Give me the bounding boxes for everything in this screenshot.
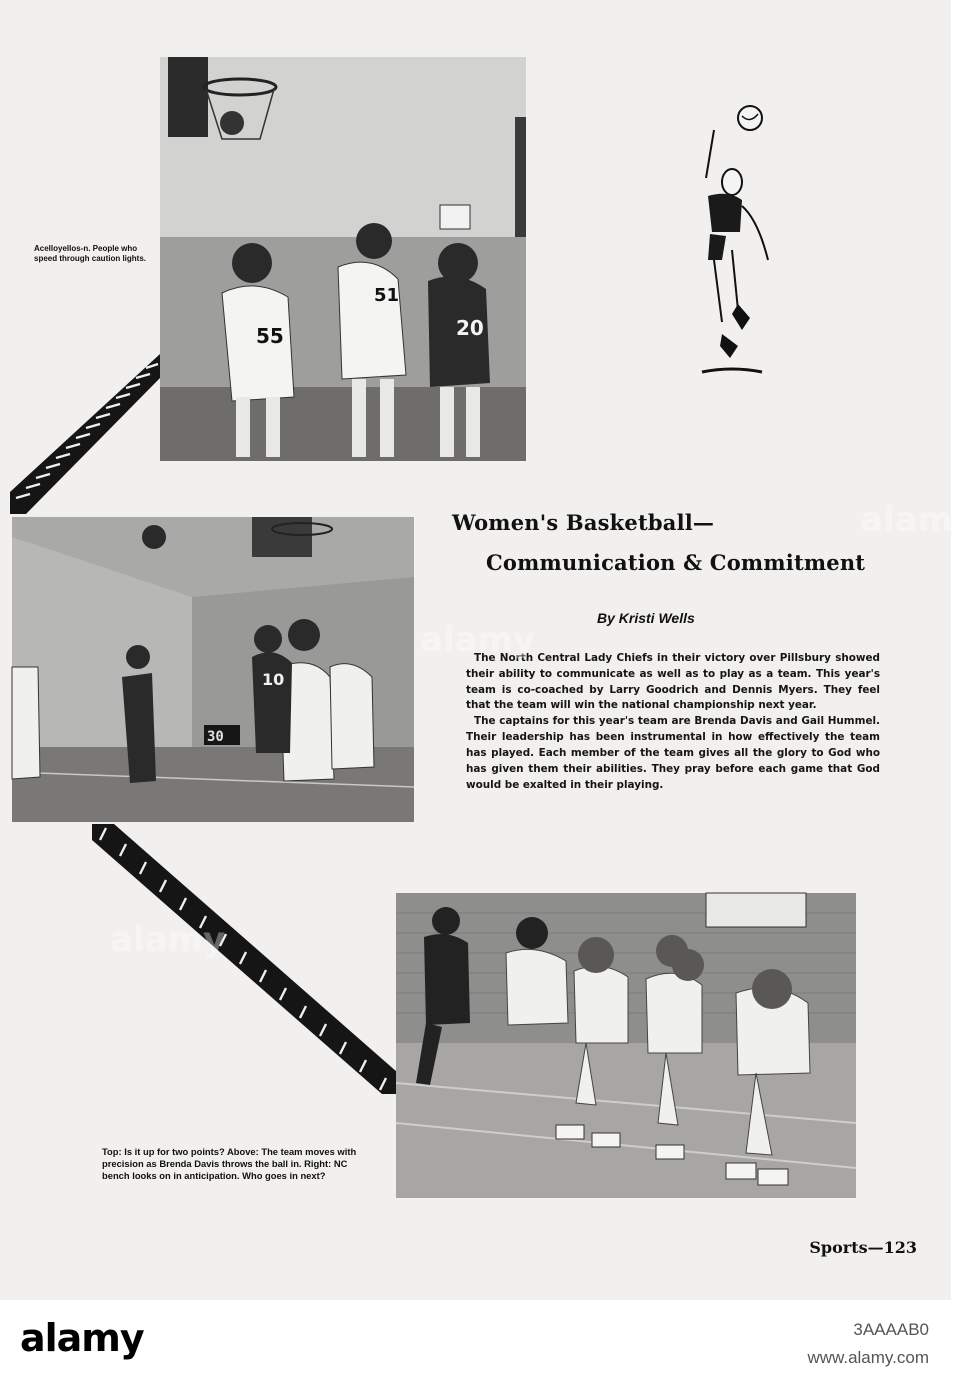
photo-bottom-bench (396, 893, 856, 1198)
jersey-number-10: 10 (262, 670, 285, 689)
jersey-number-51: 51 (374, 285, 400, 306)
photo-caption-block: Top: Is it up for two points? Above: The team moves with precision as Brenda Davis throws the ball in. Right: NC bench looks on in anticipation. Who goes in next? (102, 1146, 357, 1182)
photo-middle-throw-in (12, 517, 414, 822)
jersey-number-20: 20 (456, 316, 484, 340)
page-folio: Sports—123 (809, 1238, 917, 1257)
watermark-text: alamy (420, 620, 536, 660)
article-title-line-1: Women's Basketball— (452, 510, 715, 535)
basketball-player-illustration (692, 100, 778, 382)
article-body (466, 651, 880, 793)
image-id-label: 3AAAAB0 (853, 1320, 929, 1339)
alamy-logo: alamy (20, 1316, 144, 1360)
watermark-text: alamy (110, 920, 226, 960)
article-paragraph: The captains for this year's team are Brenda Davis and Gail Hummel. Their leadership has been instrumental in how effectively the team has played. Each member of the team gives all the glory to God who has given them their abilities. They pray before each game that God would be exalted in their playing. (466, 715, 880, 791)
article-byline: By Kristi Wells (597, 610, 695, 626)
article-paragraph: The North Central Lady Chiefs in their victory over Pillsbury showed their ability to communicate as well as to play as a team. This year's team is co-coached by Larry Goodrich and Dennis Myers. They feel that the team will win the national championship next year. (466, 652, 880, 712)
photo-top-rebound (160, 57, 526, 461)
site-link[interactable]: www.alamy.com (807, 1348, 929, 1367)
jersey-number-55: 55 (256, 324, 284, 348)
article-title-line-2: Communication & Commitment (486, 550, 866, 575)
side-note-caption: Acelloyellos-n. People who speed through caution lights. (34, 244, 146, 264)
decorative-stripe-upper (10, 354, 160, 514)
watermark-text: alamy (860, 500, 975, 540)
shot-clock-readout: 30 (207, 729, 224, 745)
